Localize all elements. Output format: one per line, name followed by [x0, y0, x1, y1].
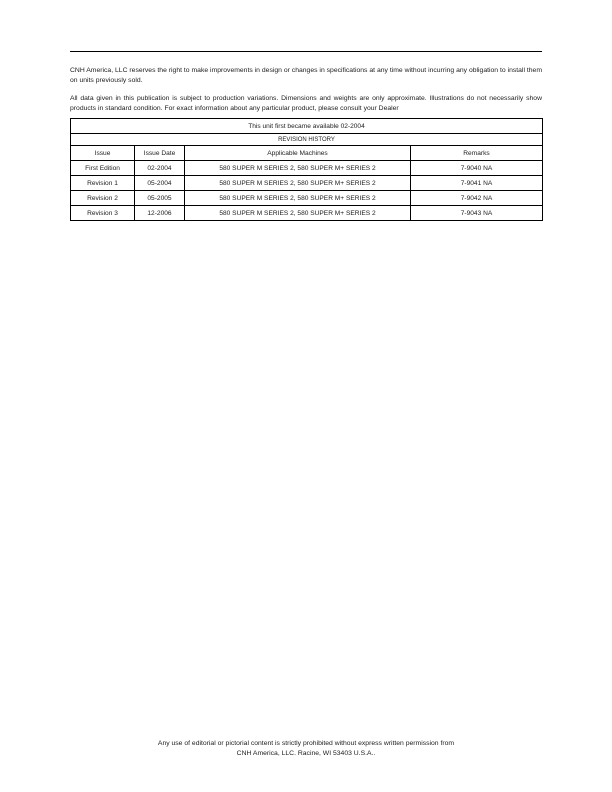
cell-applicable-machines: 580 SUPER M SERIES 2, 580 SUPER M+ SERIES 2 — [185, 176, 411, 191]
footer-line-1: Any use of editorial or pictorial content is strictly prohibited without express written permission from — [157, 739, 455, 747]
table-row — [71, 206, 543, 221]
cell-issue-date: 12-2006 — [135, 206, 185, 221]
table-subtitle: REVISION HISTORY — [71, 134, 543, 146]
cell-remarks: 7-9043 NA — [411, 206, 543, 221]
cell-applicable-machines: 580 SUPER M SERIES 2, 580 SUPER M+ SERIES 2 — [185, 161, 411, 176]
table-title: This unit first became available 02-2004 — [71, 119, 543, 134]
table-subtitle-row — [71, 134, 543, 146]
cell-issue: Revision 2 — [71, 191, 135, 206]
cell-issue-date: 02-2004 — [135, 161, 185, 176]
disclaimer-paragraph-1: CNH America, LLC reserves the right to make improvements in design or changes in specifications at any time without incurring any obligation to install them on units previously sold. — [70, 67, 542, 84]
cell-remarks: 7-9041 NA — [411, 176, 543, 191]
cell-applicable-machines: 580 SUPER M SERIES 2, 580 SUPER M+ SERIES 2 — [185, 206, 411, 221]
cell-issue: First Edition — [71, 161, 135, 176]
column-header-issue-date: Issue Date — [135, 146, 185, 161]
top-horizontal-rule — [70, 51, 542, 52]
cell-issue-date: 05-2005 — [135, 191, 185, 206]
table-row — [71, 161, 543, 176]
disclaimer-paragraph-2: All data given in this publication is subject to production variations. Dimensions and weights are only approximate. Illustrations do not necessarily show products in standard condition. For exact information about any particular product, please consult your Dealer — [70, 94, 542, 112]
column-header-applicable-machines: Applicable Machines — [185, 146, 411, 161]
table-header-row — [71, 146, 543, 161]
column-header-issue: Issue — [71, 146, 135, 161]
cell-issue: Revision 3 — [71, 206, 135, 221]
footer-line-2: CNH America, LLC. Racine, WI 53403 U.S.A.. — [236, 749, 376, 757]
table-row — [71, 176, 543, 191]
cell-issue-date: 05-2004 — [135, 176, 185, 191]
cell-remarks: 7-9042 NA — [411, 191, 543, 206]
footer-notice — [0, 739, 612, 759]
cell-applicable-machines: 580 SUPER M SERIES 2, 580 SUPER M+ SERIES 2 — [185, 191, 411, 206]
table-title-row — [71, 119, 543, 134]
revision-history-table — [70, 118, 543, 221]
column-header-remarks: Remarks — [411, 146, 543, 161]
intro-text-block — [70, 66, 542, 121]
table-row — [71, 191, 543, 206]
cell-issue: Revision 1 — [71, 176, 135, 191]
cell-remarks: 7-9040 NA — [411, 161, 543, 176]
